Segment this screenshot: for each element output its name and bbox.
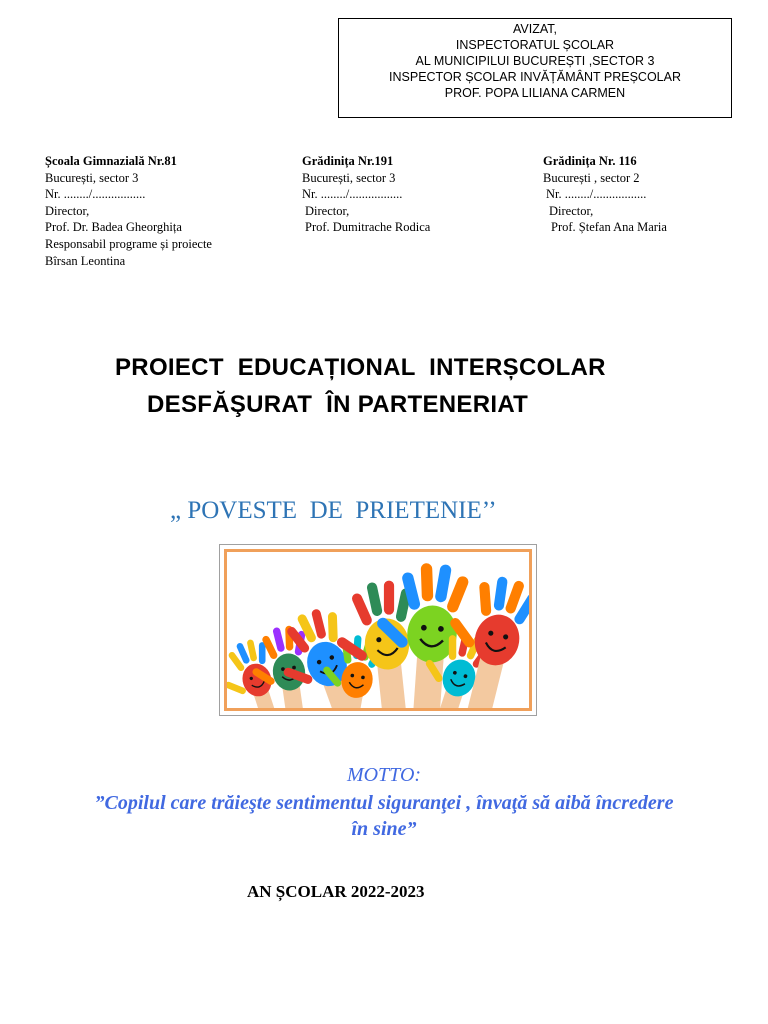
painted-hands-icon xyxy=(227,552,530,709)
project-title-line-1: PROIECT EDUCAȚIONAL INTERȘCOLAR xyxy=(115,354,606,381)
partner-name: Grădinița Nr. 116 xyxy=(543,154,637,168)
project-name: „ POVESTE DE PRIETENIE’’ xyxy=(170,497,497,524)
approval-box xyxy=(338,18,732,118)
partner-extra-person: Bîrsan Leontina xyxy=(45,253,126,268)
partner-address: București, sector 3 xyxy=(45,170,139,185)
partner-registration-number: Nr. ......../................. xyxy=(546,187,647,202)
approval-line: AVIZAT, xyxy=(513,22,557,36)
illustration-border xyxy=(224,549,532,711)
motto-line-1: ”Copilul care trăieşte sentimentul siguranţei , învaţă să aibă încredere xyxy=(94,792,674,814)
school-year: AN ȘCOLAR 2022-2023 xyxy=(247,882,425,901)
partner-kindergarten-191 xyxy=(302,153,430,236)
partner-extra-role: Responsabil programe și proiecte xyxy=(45,236,212,251)
approval-line: AL MUNICIPILUI BUCUREȘTI ,SECTOR 3 xyxy=(415,54,655,68)
partner-name: Școala Gimnazială Nr.81 xyxy=(45,154,177,168)
motto-quote xyxy=(0,790,768,842)
partner-name: Grădinița Nr.191 xyxy=(302,154,394,168)
approval-line: INSPECTORATUL ȘCOLAR xyxy=(455,38,615,52)
motto-line-2: în sine” xyxy=(351,818,417,840)
partner-role: Director, xyxy=(549,203,594,218)
motto-label: MOTTO: xyxy=(346,764,422,786)
project-title-line-2: DESFĂŞURAT ÎN PARTENERIAT xyxy=(147,391,529,418)
partner-address: București, sector 3 xyxy=(302,170,396,185)
partner-role: Director, xyxy=(45,203,90,218)
partner-registration-number: Nr. ......../................. xyxy=(302,187,403,202)
approval-line: PROF. POPA LILIANA CARMEN xyxy=(444,86,626,100)
partner-person: Prof. Ștefan Ana Maria xyxy=(551,220,667,235)
partner-school-81 xyxy=(45,153,212,269)
partner-kindergarten-116 xyxy=(543,153,667,236)
partner-address: București , sector 2 xyxy=(543,170,640,185)
partner-person: Prof. Dumitrache Rodica xyxy=(305,220,431,235)
partner-registration-number: Nr. ......../................. xyxy=(45,187,146,202)
illustration-frame xyxy=(219,544,537,716)
partner-person: Prof. Dr. Badea Gheorghița xyxy=(45,220,182,235)
partner-role: Director, xyxy=(305,203,350,218)
approval-line: INSPECTOR ȘCOLAR INVĂȚĂMÂNT PREȘCOLAR xyxy=(389,70,681,84)
